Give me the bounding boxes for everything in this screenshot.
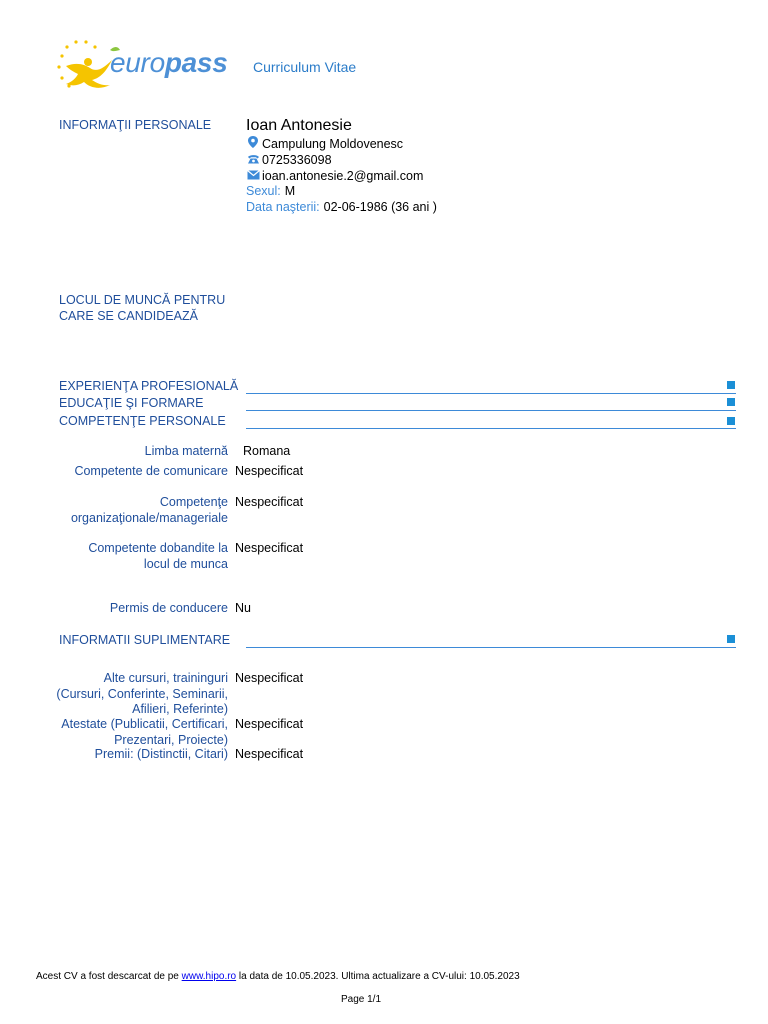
additional-label-courses-line-2: (Cursuri, Conferinte, Seminarii,	[56, 686, 228, 701]
competence-label-organizational-line-1: Competenţe	[159, 495, 228, 509]
competence-value-driving-license: Nu	[235, 601, 251, 615]
additional-label-certificates-line-1: Atestate (Publicatii, Certificari,	[61, 717, 228, 731]
phone-text: 0725336098	[262, 153, 332, 167]
document-title: Curriculum Vitae	[253, 59, 357, 75]
address-text: Campulung Moldovenesc	[262, 137, 404, 151]
footer-note-after: la data de 10.05.2023. Ultima actualizare a CV-ului: 10.05.2023	[236, 971, 520, 982]
additional-value-certificates: Nespecificat	[235, 717, 304, 731]
page-number: Page 1/1	[340, 994, 382, 1005]
birth-label: Data naşterii:	[246, 200, 320, 214]
competence-label-driving-license: Permis de conducere	[109, 601, 228, 615]
email-line	[246, 168, 423, 184]
section-education-label[interactable]: EDUCAŢIE ŞI FORMARE	[59, 396, 204, 410]
gender-label: Sexul:	[246, 184, 281, 198]
section-education-square-icon[interactable]	[727, 398, 735, 406]
additional-label-courses-line-3: Afilieri, Referinte)	[132, 702, 228, 716]
section-competences-label[interactable]: COMPETENŢE PERSONALE	[59, 414, 226, 428]
competence-label-job-skills-line-2: locul de munca	[143, 556, 228, 571]
competence-value-organizational: Nespecificat	[235, 495, 304, 509]
additional-label-courses-line-1: Alte cursuri, traininguri	[103, 671, 228, 685]
gender-line	[246, 183, 295, 199]
additional-value-awards: Nespecificat	[235, 747, 304, 761]
logo-wordmark	[110, 47, 227, 79]
footer-note-before: Acest CV a fost descarcat de pe	[36, 971, 182, 982]
section-additional-square-icon[interactable]	[727, 635, 735, 643]
competence-label-communication: Competente de comunicare	[74, 464, 228, 478]
section-additional-rule	[246, 647, 736, 648]
address-line	[246, 136, 403, 152]
competence-label-job-skills-line-1: Competente dobandite la	[88, 541, 228, 555]
competence-label-job-skills	[88, 541, 228, 572]
section-additional-label[interactable]: INFORMATII SUPLIMENTARE	[59, 633, 231, 647]
person-name: Ioan Antonesie	[246, 117, 352, 134]
additional-label-certificates	[61, 717, 228, 748]
competence-value-communication: Nespecificat	[235, 464, 304, 478]
section-experience-label[interactable]: EXPERIENŢA PROFESIONALĂ	[59, 379, 239, 393]
competence-label-native-language: Limba maternă	[144, 444, 228, 458]
competence-label-organizational	[71, 495, 228, 526]
additional-value-courses: Nespecificat	[235, 671, 304, 685]
footer-note	[36, 971, 520, 982]
section-education-rule	[246, 410, 736, 411]
hipo-link[interactable]: www.hipo.ro	[181, 971, 237, 982]
birth-value: 02-06-1986 (36 ani )	[323, 200, 437, 214]
additional-label-certificates-line-2: Prezentari, Proiecte)	[114, 732, 228, 747]
section-experience-square-icon[interactable]	[727, 381, 735, 389]
competence-label-organizational-line-2: organizaţionale/manageriale	[70, 510, 228, 525]
phone-line	[246, 152, 332, 168]
section-competences-rule	[246, 428, 736, 429]
figure-head-icon	[84, 58, 92, 66]
competence-value-job-skills: Nespecificat	[235, 541, 304, 555]
job-applied-label-line-2: CARE SE CANDIDEAZĂ	[59, 309, 198, 323]
additional-label-courses	[56, 671, 228, 718]
section-personal-label: INFORMAŢII PERSONALE	[59, 118, 212, 132]
section-competences-square-icon[interactable]	[727, 417, 735, 425]
phone-icon	[246, 152, 260, 168]
additional-label-awards: Premii: (Distinctii, Citari)	[94, 747, 228, 761]
section-job-applied-label	[59, 292, 225, 324]
section-experience-rule	[246, 393, 736, 394]
logo-word-pass: pass	[164, 47, 228, 78]
envelope-icon	[246, 168, 260, 184]
competence-value-native-language: Romana	[243, 444, 291, 458]
gender-value: M	[284, 184, 296, 198]
birth-line	[246, 199, 437, 215]
email-text[interactable]: ioan.antonesie.2@gmail.com	[262, 169, 424, 183]
logo-word-euro: euro	[110, 47, 165, 78]
location-pin-icon	[246, 136, 260, 152]
job-applied-label-line-1: LOCUL DE MUNCĂ PENTRU	[59, 293, 226, 307]
